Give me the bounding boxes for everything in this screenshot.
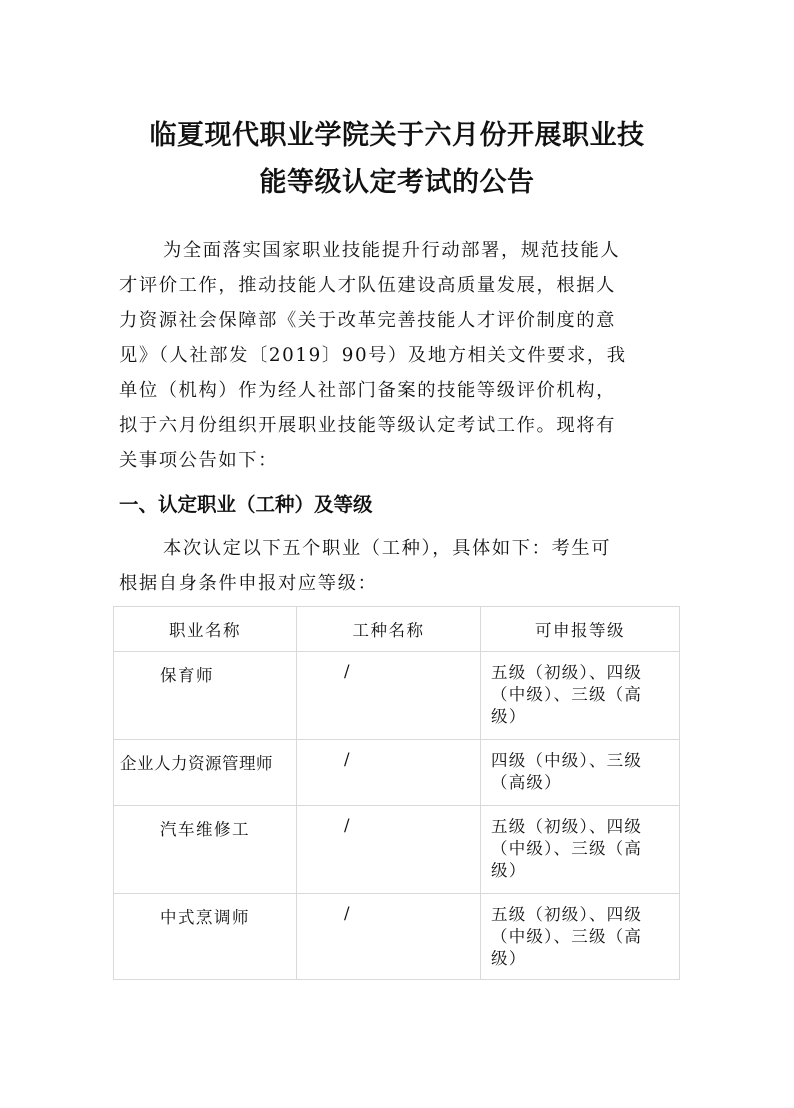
occupation-cell: 保育师 [114, 652, 297, 740]
intro-line: 拟于六月份组织开展职业技能等级认定考试工作。现将有 [119, 415, 617, 436]
document-title [0, 112, 794, 206]
levels-line: 级） [491, 707, 527, 726]
levels-line: （高级） [491, 773, 562, 792]
work-type-cell: / [297, 740, 481, 806]
intro-line: 力资源社会保障部《关于改革完善技能人才评价制度的意 [119, 310, 617, 331]
header-work-type: 工种名称 [297, 607, 481, 652]
table-row [114, 652, 680, 740]
work-type-cell: / [297, 894, 481, 980]
levels-cell [481, 740, 680, 806]
levels-line: （中级）、三级（高 [491, 839, 643, 858]
intro-line: 见》（人社部发〔2019〕90号）及地方相关文件要求，我 [119, 345, 627, 366]
levels-line: 级） [491, 861, 527, 880]
table-row [114, 806, 680, 894]
section-paragraph [119, 531, 659, 601]
levels-cell [481, 806, 680, 894]
occupation-cell: 中式烹调师 [114, 894, 297, 980]
table-row [114, 894, 680, 980]
header-levels: 可申报等级 [481, 607, 680, 652]
levels-line: 级） [491, 949, 527, 968]
title-line-2: 能等级认定考试的公告 [259, 167, 535, 198]
levels-cell [481, 652, 680, 740]
levels-line: 五级（初级）、四级 [491, 663, 643, 682]
intro-line: 为全面落实国家职业技能提升行动部署，规范技能人 [163, 240, 621, 261]
levels-line: （中级）、三级（高 [491, 685, 643, 704]
levels-line: （中级）、三级（高 [491, 927, 643, 946]
levels-line: 五级（初级）、四级 [491, 905, 643, 924]
section-line: 根据自身条件申报对应等级： [119, 573, 378, 594]
intro-paragraph [119, 233, 659, 478]
levels-line: 四级（中级）、三级 [491, 751, 643, 770]
occupation-table [113, 606, 680, 980]
section-heading: 一、认定职业（工种）及等级 [119, 493, 373, 516]
header-occupation: 职业名称 [114, 607, 297, 652]
work-type-cell: / [297, 806, 481, 894]
work-type-cell: / [297, 652, 481, 740]
levels-line: 五级（初级）、四级 [491, 817, 643, 836]
title-line-1: 临夏现代职业学院关于六月份开展职业技 [149, 120, 645, 151]
occupation-cell: 汽车维修工 [114, 806, 297, 894]
table-row [114, 740, 680, 806]
intro-line: 才评价工作，推动技能人才队伍建设高质量发展，根据人 [119, 275, 617, 296]
intro-line: 关事项公告如下： [119, 450, 279, 471]
section-line: 本次认定以下五个职业（工种），具体如下：考生可 [163, 538, 612, 559]
levels-cell [481, 894, 680, 980]
occupation-cell: 企业人力资源管理师 [114, 740, 297, 806]
intro-line: 单位（机构）作为经人社部门备案的技能等级评价机构， [119, 380, 617, 401]
table-header-row [114, 607, 680, 652]
